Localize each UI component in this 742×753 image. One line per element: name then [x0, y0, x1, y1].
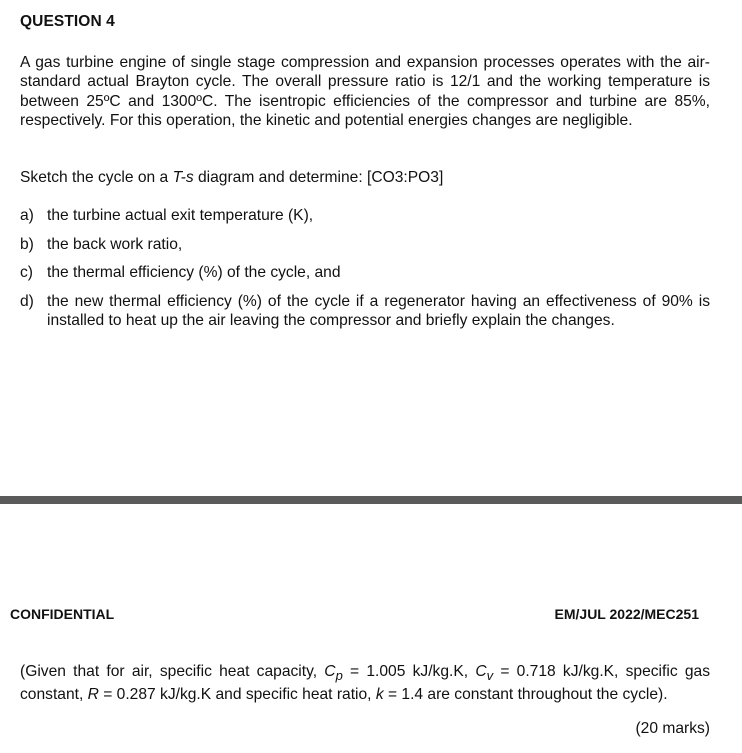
cp-subscript: p — [335, 668, 343, 684]
question-intro: A gas turbine engine of single stage compression and expansion processes operates with the air-standard actual Brayton cycle. The overall pressure ratio is 12/1 and the working temperature is between 25ºC and 1300ºC. The isentropic efficiencies of the compressor and turbine are 85%, respectively. For this operation, the kinetic and potential energies changes are negligible. — [20, 54, 710, 129]
part-label: c) — [20, 264, 33, 281]
part-text: the turbine actual exit temperature (K), — [47, 207, 314, 224]
ts-diagram-term: T-s — [172, 169, 194, 186]
r-symbol: R — [87, 686, 99, 704]
part-label: d) — [20, 293, 34, 310]
part-label: b) — [20, 236, 34, 253]
cv-symbol: C — [475, 663, 487, 680]
sketch-post: diagram and determine: [CO3:PO3] — [193, 169, 444, 186]
given-text: = 1.4 are constant throughout the cycle). — [383, 686, 668, 704]
question-heading: QUESTION 4 — [20, 13, 115, 30]
cv-subscript: v — [486, 668, 494, 684]
part-text: the back work ratio, — [47, 236, 183, 253]
part-text: the thermal efficiency (%) of the cycle, and — [47, 264, 341, 281]
part-text: the new thermal efficiency (%) of the cycle if a regenerator having an effectiveness of 90% is installed to heat up the air leaving the compressor and briefly explain the changes. — [47, 293, 710, 330]
given-data — [20, 662, 710, 705]
given-text: = 1.005 kJ/kg.K, — [342, 663, 476, 680]
sketch-instruction — [20, 168, 710, 187]
cp-symbol: C — [324, 663, 336, 680]
page-divider — [0, 496, 742, 504]
k-symbol: k — [375, 686, 384, 704]
sketch-pre: Sketch the cycle on a — [20, 169, 173, 186]
given-text: = 0.718 kJ/kg.K, specific gas constant, — [20, 663, 710, 704]
part-label: a) — [20, 207, 34, 224]
course-code: EM/JUL 2022/MEC251 — [554, 606, 699, 622]
confidential-label: CONFIDENTIAL — [10, 606, 115, 622]
given-text: = 0.287 kJ/kg.K and specific heat ratio, — [98, 686, 376, 704]
given-text: (Given that for air, specific heat capacity, — [20, 663, 325, 680]
marks-allocation: (20 marks) — [635, 720, 710, 737]
